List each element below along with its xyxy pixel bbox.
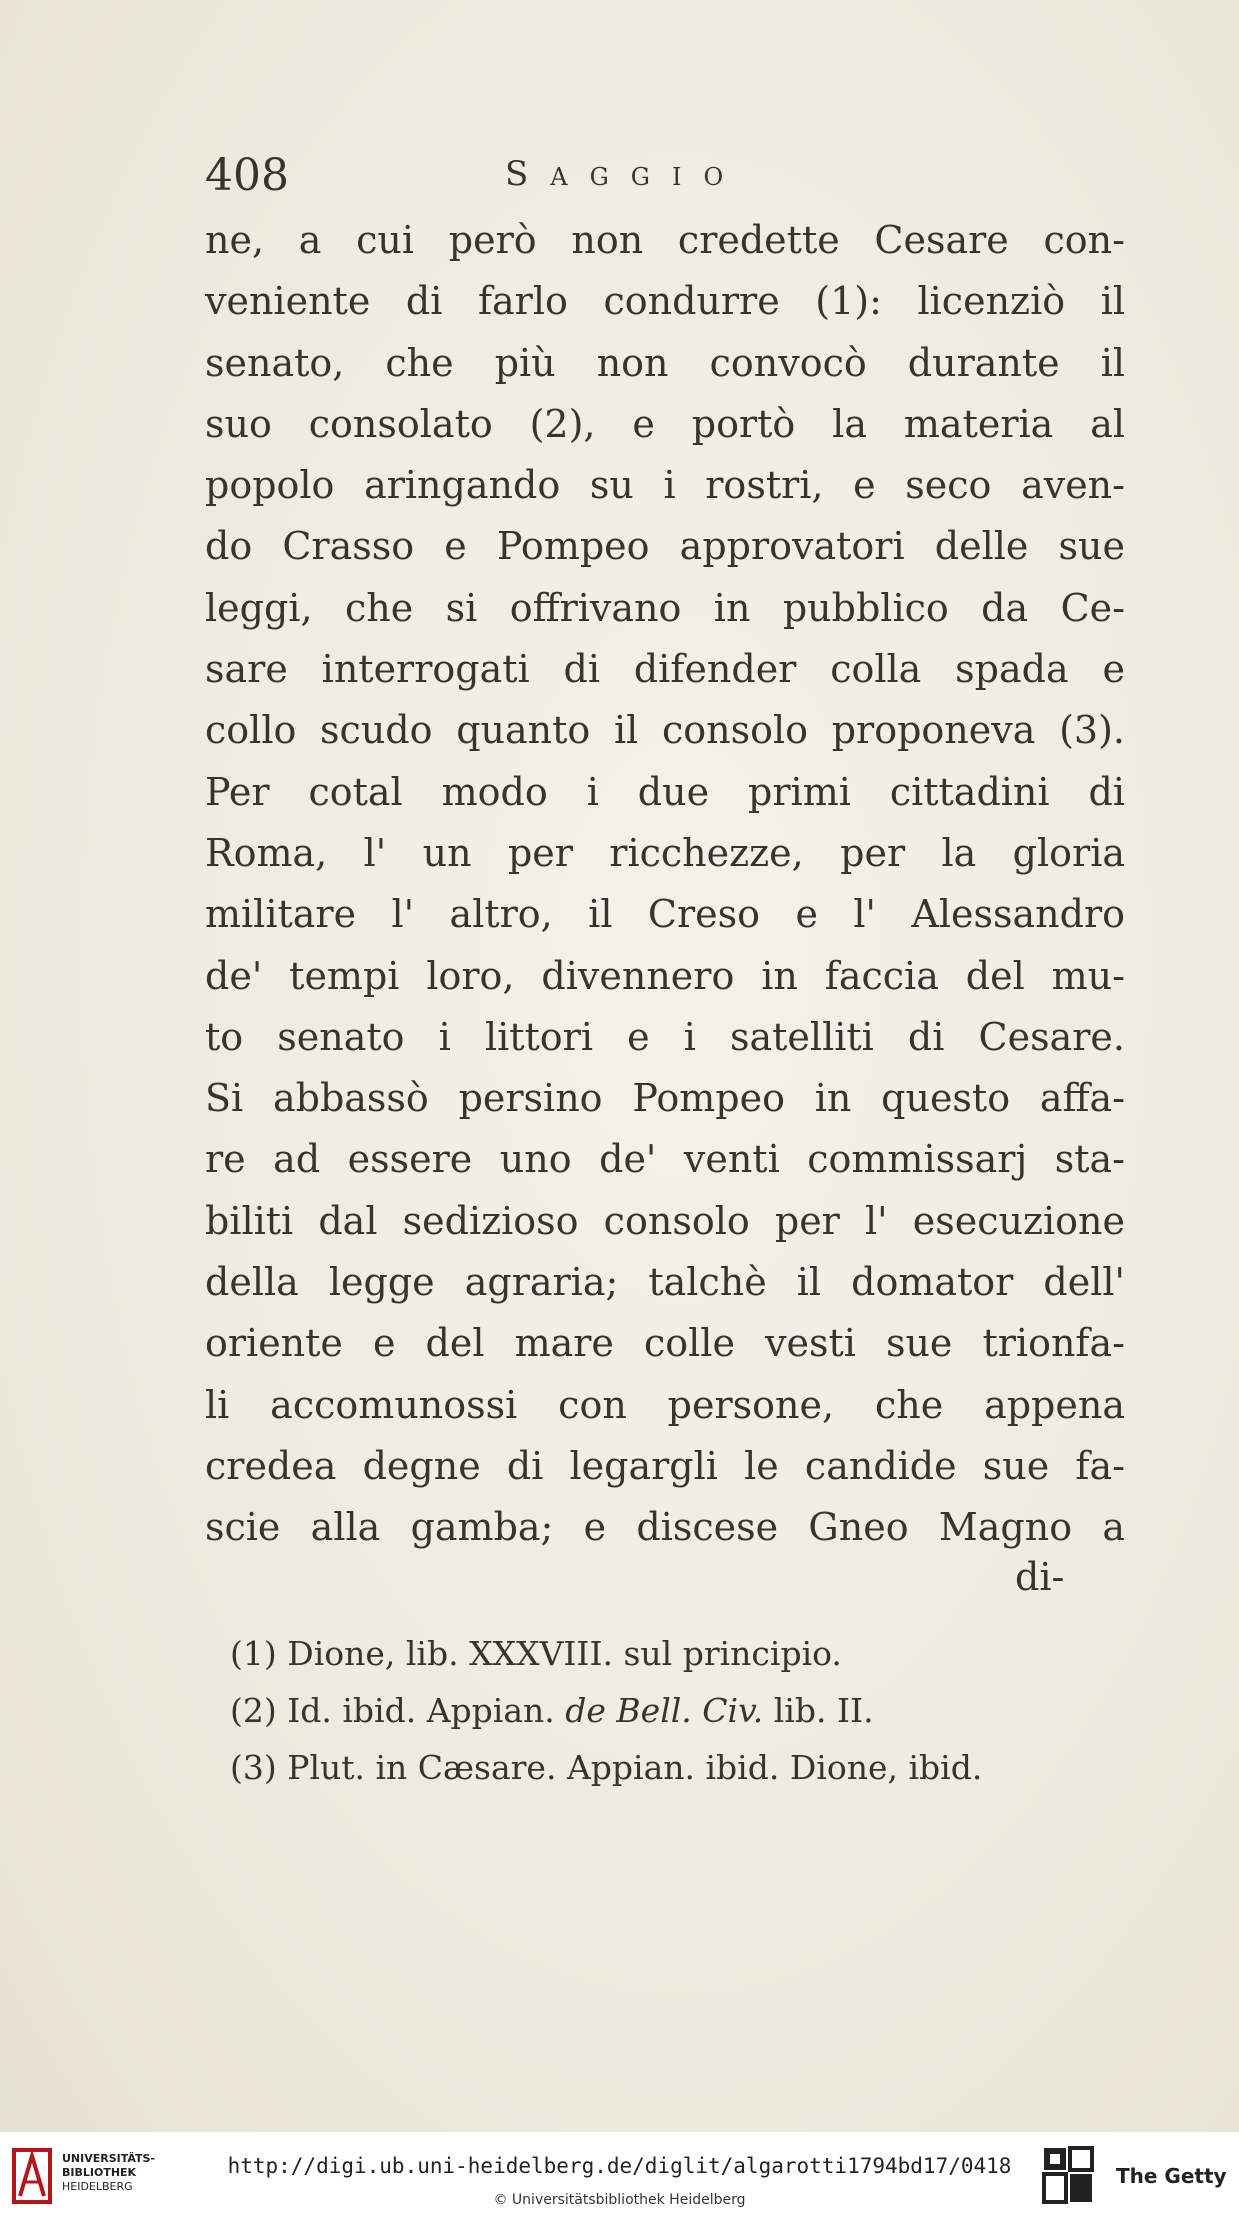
footnote-2-suffix: lib. II. [763,1691,874,1730]
footnote-2-title: de Bell. Civ. [565,1691,764,1730]
viewer-footer [0,2132,1239,2223]
text-line: Si abbassò persino Pompeo in questo affa- [205,1076,1125,1121]
text-line: do Crasso e Pompeo approvatori delle sue [205,524,1125,569]
text-line: senato, che più non convocò durante il [205,340,1125,385]
text-line: suo consolato (2), e portò la materia al [205,401,1125,446]
text-line: ne, a cui però non credette Cesare con- [205,218,1125,262]
text-line: biliti dal sedizioso consolo per l' esecuzione [205,1198,1125,1243]
text-line: Per cotal modo i due primi cittadini di [205,769,1125,814]
footnote-2-text: (2) Id. ibid. Appian. [230,1691,566,1730]
text-line: popolo aringando su i rostri, e seco aven- [205,463,1125,508]
permalink-url[interactable]: http://digi.ub.uni-heidelberg.de/diglit/algarotti1794bd17/0418 [227,2154,1012,2178]
text-line: de' tempi loro, divennero in faccia del mu- [205,953,1125,998]
text-line: Roma, l' un per ricchezze, per la gloria [205,830,1125,875]
footnote-1: (1) Dione, lib. XXXVIII. sul principio. [230,1634,842,1673]
text-line: oriente e del mare colle vesti sue trionfa- [205,1321,1125,1366]
catchword: di- [1015,1555,1065,1599]
copyright-notice: © Universitätsbibliothek Heidelberg [493,2192,746,2208]
university-name-line: BIBLIOTHEK [62,2166,137,2179]
running-title: Saggio [505,154,746,194]
university-name-line: UNIVERSITÄTS- [62,2152,156,2165]
text-line: leggi, che si offrivano in pubblico da Ce- [205,585,1125,630]
text-line: collo scudo quanto il consolo proponeva (3). [205,708,1125,753]
page-header [205,150,1125,210]
text-line: della legge agraria; talchè il domator dell' [205,1260,1125,1305]
getty-name: The Getty [1116,2164,1227,2188]
text-line: credea degne di legargli le candide sue fa- [205,1443,1125,1488]
page-number: 408 [205,150,289,201]
text-line: scie alla gamba; e discese Gneo Magno a [205,1505,1125,1550]
text-line: militare l' altro, il Creso e l' Alessandro [205,892,1125,937]
getty-logo-icon [1042,2146,1096,2206]
footnote-3: (3) Plut. in Cæsare. Appian. ibid. Dione, ibid. [230,1748,983,1787]
text-line: to senato i littori e i satelliti di Cesare. [205,1014,1125,1059]
footnote-2 [230,1682,1110,1739]
text-line: veniente di farlo condurre (1): licenziò il [205,279,1125,324]
text-line: re ad essere uno de' venti commissarj sta- [205,1137,1125,1182]
footnotes [230,1625,1110,1796]
text-line: li accomunossi con persone, che appena [205,1382,1125,1427]
university-name-line: HEIDELBERG [62,2180,133,2193]
body-text [205,210,1125,1559]
text-line: sare interrogati di difender colla spada e [205,647,1125,692]
